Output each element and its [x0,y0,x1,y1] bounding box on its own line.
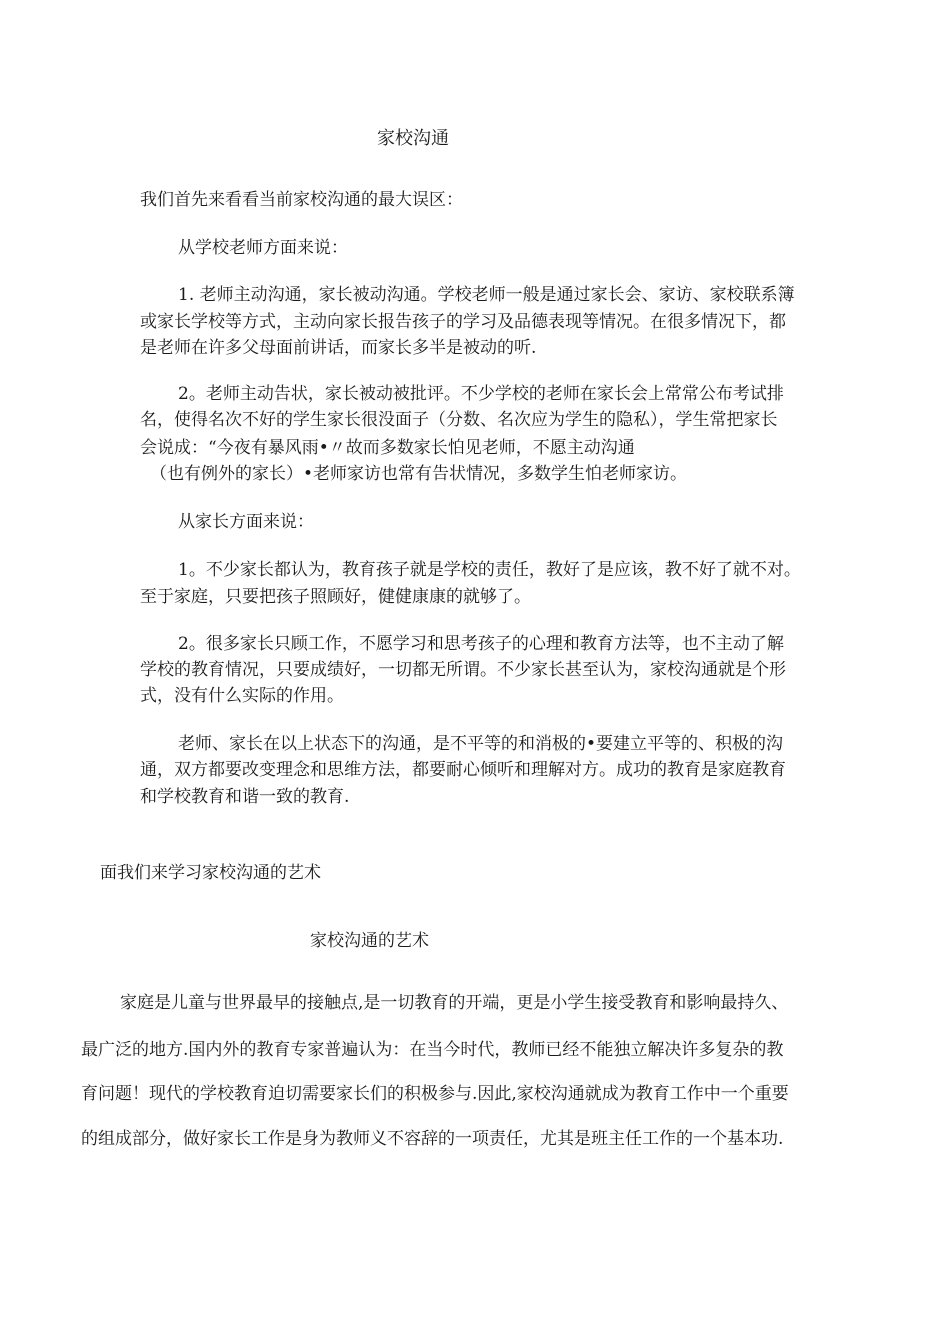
conclusion-line: 通，双方都要改变理念和思维方法，都要耐心倾听和理解对方。成功的教育是家庭教育 [140,760,786,780]
art-paragraph-line: 育问题！现代的学校教育迫切需要家长们的积极参与.因此,家校沟通就成为教育工作中一个重要 [81,1084,789,1104]
art-paragraph-line: 的组成部分，做好家长工作是身为教师义不容辞的一项责任，尤其是班主任工作的一个基本功. [81,1129,784,1149]
parent-point1-line: 至于家庭，只要把孩子照顾好，健健康康的就够了。 [140,587,531,607]
teacher-point2-line: 名，使得名次不好的学生家长很没面子（分数、名次应为学生的隐私），学生常把家长 [140,410,778,430]
teacher-point1-line: 或家长学校等方式，主动向家长报告孩子的学习及品德表现等情况。在很多情况下，都 [140,312,786,332]
parent-point2-line: 学校的教育情况，只要成绩好，一切都无所谓。不少家长甚至认为，家校沟通就是个形 [140,660,786,680]
teacher-point1-line: 是老师在许多父母面前讲话，而家长多半是被动的听. [140,338,537,358]
parent-heading: 从家长方面来说： [178,512,314,532]
teacher-heading: 从学校老师方面来说： [178,238,348,258]
parent-point2-line: 2。很多家长只顾工作，不愿学习和思考孩子的心理和教育方法等，也不主动了解 [178,634,784,654]
page-title: 家校沟通 [377,128,449,149]
conclusion-line: 和学校教育和谐一致的教育. [140,787,350,807]
teacher-point2-line: 会说成：“今夜有暴风雨•〃故而多数家长怕见老师，不愿主动沟通 [140,438,635,458]
intro-line: 我们首先来看看当前家校沟通的最大误区： [140,190,463,210]
teacher-point2-line: （也有例外的家长）•老师家访也常有告状情况，多数学生怕老师家访。 [150,464,688,484]
parent-point1-line: 1。不少家长都认为，教育孩子就是学校的责任，教好了是应该，教不好了就不对。 [178,560,801,580]
conclusion-line: 老师、家长在以上状态下的沟通，是不平等的和消极的•要建立平等的、积极的沟 [178,734,784,754]
art-paragraph-line: 家庭是儿童与世界最早的接触点,是一切教育的开端，更是小学生接受教育和影响最持久、 [120,993,789,1013]
teacher-point2-line: 2。老师主动告状，家长被动被批评。不少学校的老师在家长会上常常公布考试排 [178,384,784,404]
transition-line: 面我们来学习家校沟通的艺术 [100,863,321,883]
parent-point2-line: 式，没有什么实际的作用。 [140,686,344,706]
art-paragraph-line: 最广泛的地方.国内外的教育专家普遍认为：在当今时代，教师已经不能独立解决许多复杂的教 [81,1040,784,1060]
art-title: 家校沟通的艺术 [310,931,429,951]
teacher-point1-line: 1. 老师主动沟通，家长被动沟通。学校老师一般是通过家长会、家访、家校联系簿 [178,285,795,305]
